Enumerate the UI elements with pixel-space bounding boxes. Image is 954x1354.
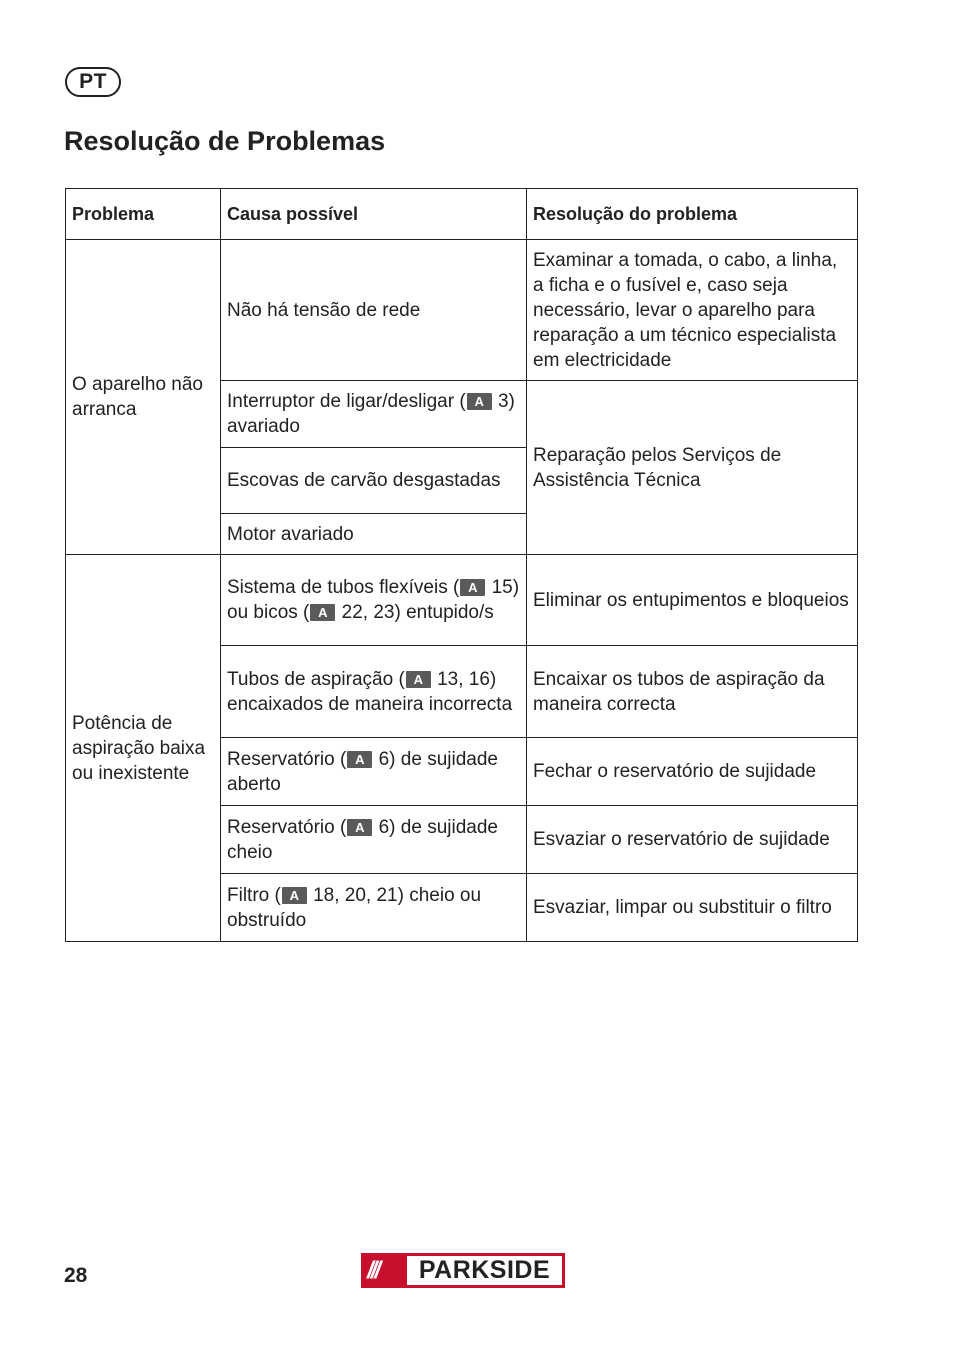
cause-cell [221,806,527,874]
solution-cell: Encaixar os tubos de aspiração da maneira correcta [527,646,858,738]
solution-cell: Examinar a tomada, o cabo, a linha, a ficha e o fusível e, caso seja necessário, levar o aparelho para reparação a um técnico especialista em electricidade [527,240,858,381]
figure-reference-icon: A [310,604,335,621]
cause-cell [221,874,527,942]
figure-reference-icon: A [467,393,492,410]
figure-reference-icon: A [347,819,372,836]
page-title: Resolução de Problemas [64,126,386,156]
cause-text: Reservatório ( [227,748,347,770]
table-row [66,555,858,646]
cause-text: Filtro ( [227,884,281,906]
cause-cell [221,555,527,646]
logo-wordmark: PARKSIDE [407,1256,562,1285]
figure-reference-icon: A [282,887,307,904]
cause-text: 6) de sujidade aberto [227,748,498,795]
cause-text: 3) avariado [227,391,515,437]
troubleshooting-table [65,188,858,942]
cause-cell: Motor avariado [221,514,527,555]
page-number: 28 [64,1264,88,1287]
cause-text: Reservatório ( [227,816,347,838]
figure-reference-icon: A [406,671,431,688]
problem-cell: Potência de aspiração baixa ou inexistente [66,555,221,942]
solution-cell: Reparação pelos Serviços de Assistência Técnica [527,381,858,555]
cause-text: 13, 16) encaixados de maneira incorrecta [227,668,513,715]
language-badge: PT [65,67,121,97]
table-row [66,240,858,381]
solution-cell: Esvaziar, limpar ou substituir o filtro [527,874,858,942]
column-header-solution: Resolução do problema [527,189,858,240]
cause-text: 22, 23) entupido/s [336,602,494,623]
solution-cell: Fechar o reservatório de sujidade [527,738,858,806]
cause-cell: Não há tensão de rede [221,240,527,381]
logo-slashes: /// [367,1256,379,1284]
cause-text: Sistema de tubos flexíveis ( [227,577,460,598]
cause-cell: Escovas de carvão desgastadas [221,448,527,514]
solution-cell: Eliminar os entupimentos e bloqueios [527,555,858,646]
table-header-row [66,189,858,240]
parkside-logo [361,1253,565,1288]
cause-text: 18, 20, 21) cheio ou obstruído [227,884,482,931]
cause-cell [221,381,527,448]
cause-text: Interruptor de ligar/desligar ( [227,391,466,412]
cause-text: 15) ou bicos ( [227,577,520,623]
column-header-cause: Causa possível [221,189,527,240]
column-header-problem: Problema [66,189,221,240]
cause-text: Tubos de aspiração ( [227,668,405,690]
figure-reference-icon: A [347,751,372,768]
cause-cell [221,646,527,738]
cause-cell [221,738,527,806]
solution-cell: Esvaziar o reservatório de sujidade [527,806,858,874]
problem-cell: O aparelho não arranca [66,240,221,555]
cause-text: 6) de sujidade cheio [227,816,498,863]
figure-reference-icon: A [460,579,485,596]
